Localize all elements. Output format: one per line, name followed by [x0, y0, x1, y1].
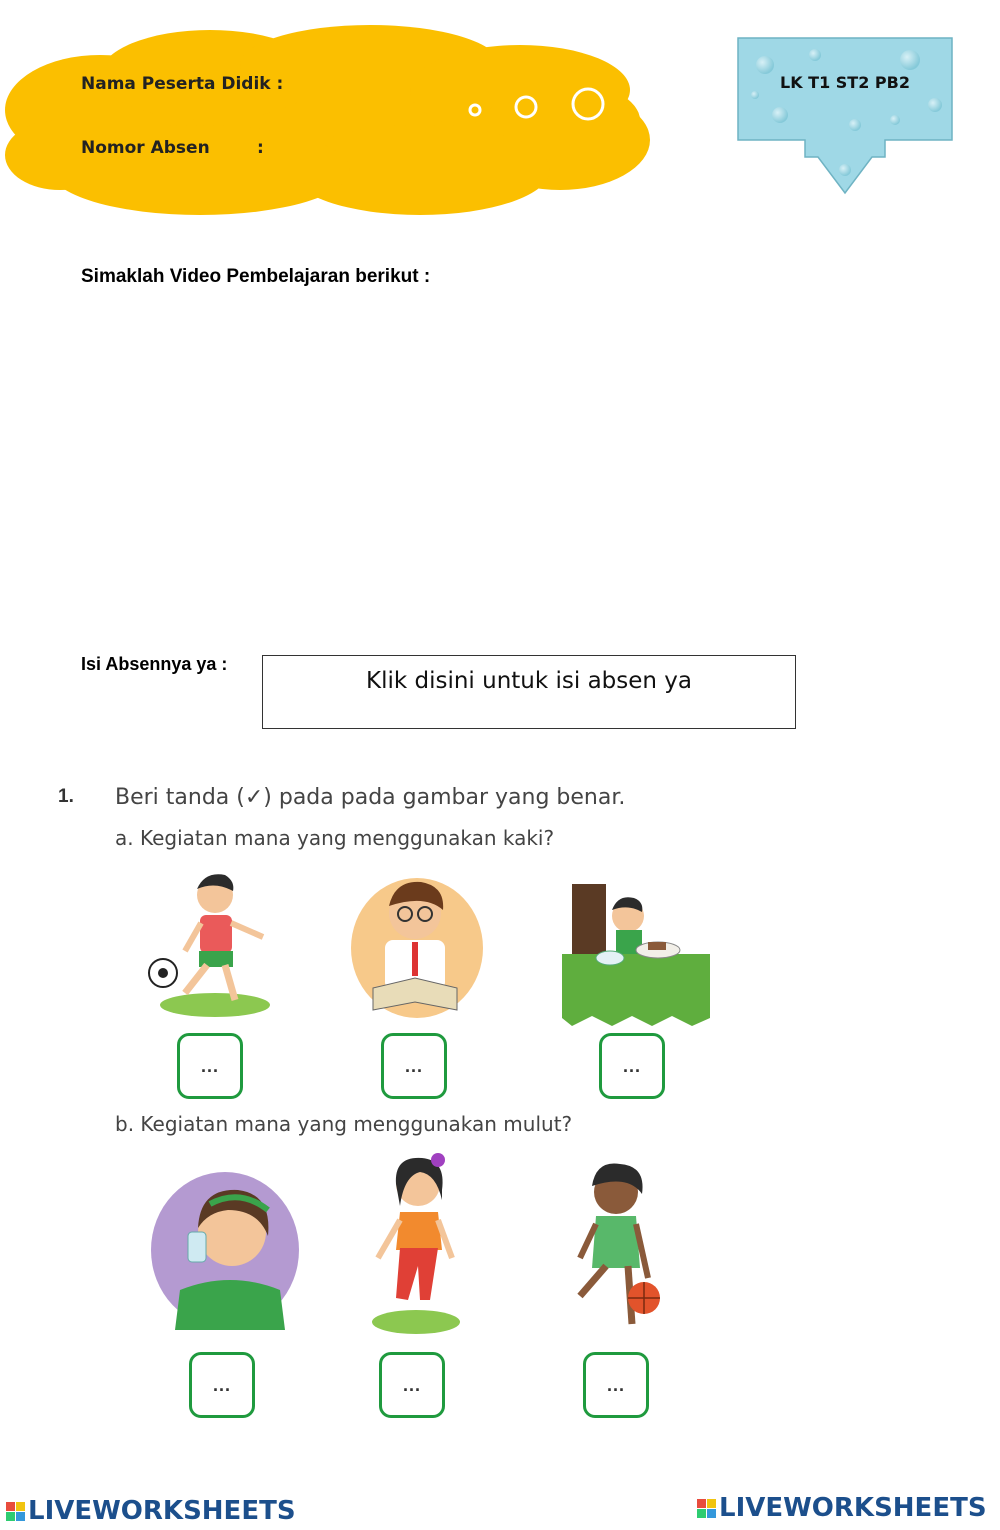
- question-text: Beri tanda (✓) pada pada gambar yang benar.: [115, 785, 626, 810]
- name-label: Nama Peserta Didik :: [81, 74, 284, 94]
- footer-logo-right-text: LIVEWORKSHEETS: [719, 1493, 987, 1523]
- absen-number-colon: :: [257, 138, 264, 158]
- question-number: 1.: [58, 786, 74, 807]
- question-part-a: a. Kegiatan mana yang menggunakan kaki?: [115, 826, 555, 850]
- boy-kicking-ball-image: [145, 865, 275, 1025]
- attendance-label: Isi Absennya ya :: [81, 654, 228, 674]
- liveworksheets-logo-icon: [697, 1499, 716, 1518]
- footer-logo-right: [697, 1493, 987, 1523]
- boy-eating-at-table-image: [562, 876, 710, 1028]
- boy-dribbling-ball-image: [566, 1158, 666, 1343]
- absen-number-label: Nomor Absen: [81, 138, 210, 158]
- answer-a-1[interactable]: ...: [177, 1033, 243, 1099]
- name-cloud-shape: [0, 20, 660, 220]
- boy-reading-book-image: [345, 868, 485, 1018]
- answer-b-1[interactable]: ...: [189, 1352, 255, 1418]
- girl-drinking-water-image: [150, 1170, 300, 1330]
- answer-b-3[interactable]: ...: [583, 1352, 649, 1418]
- girl-walking-image: [366, 1150, 466, 1340]
- code-tag-shape: [735, 35, 955, 200]
- attendance-link[interactable]: Klik disini untuk isi absen ya: [365, 668, 692, 694]
- answer-a-3[interactable]: ...: [599, 1033, 665, 1099]
- video-instruction: Simaklah Video Pembelajaran berikut :: [81, 266, 431, 287]
- footer-logo-left: [6, 1496, 296, 1526]
- liveworksheets-logo-icon: [6, 1502, 25, 1521]
- answer-b-2[interactable]: ...: [379, 1352, 445, 1418]
- question-part-b: b. Kegiatan mana yang menggunakan mulut?: [115, 1112, 573, 1136]
- footer-logo-left-text: LIVEWORKSHEETS: [28, 1496, 296, 1526]
- attendance-link-box[interactable]: [262, 655, 796, 729]
- worksheet-code: LK T1 ST2 PB2: [780, 73, 910, 92]
- answer-a-2[interactable]: ...: [381, 1033, 447, 1099]
